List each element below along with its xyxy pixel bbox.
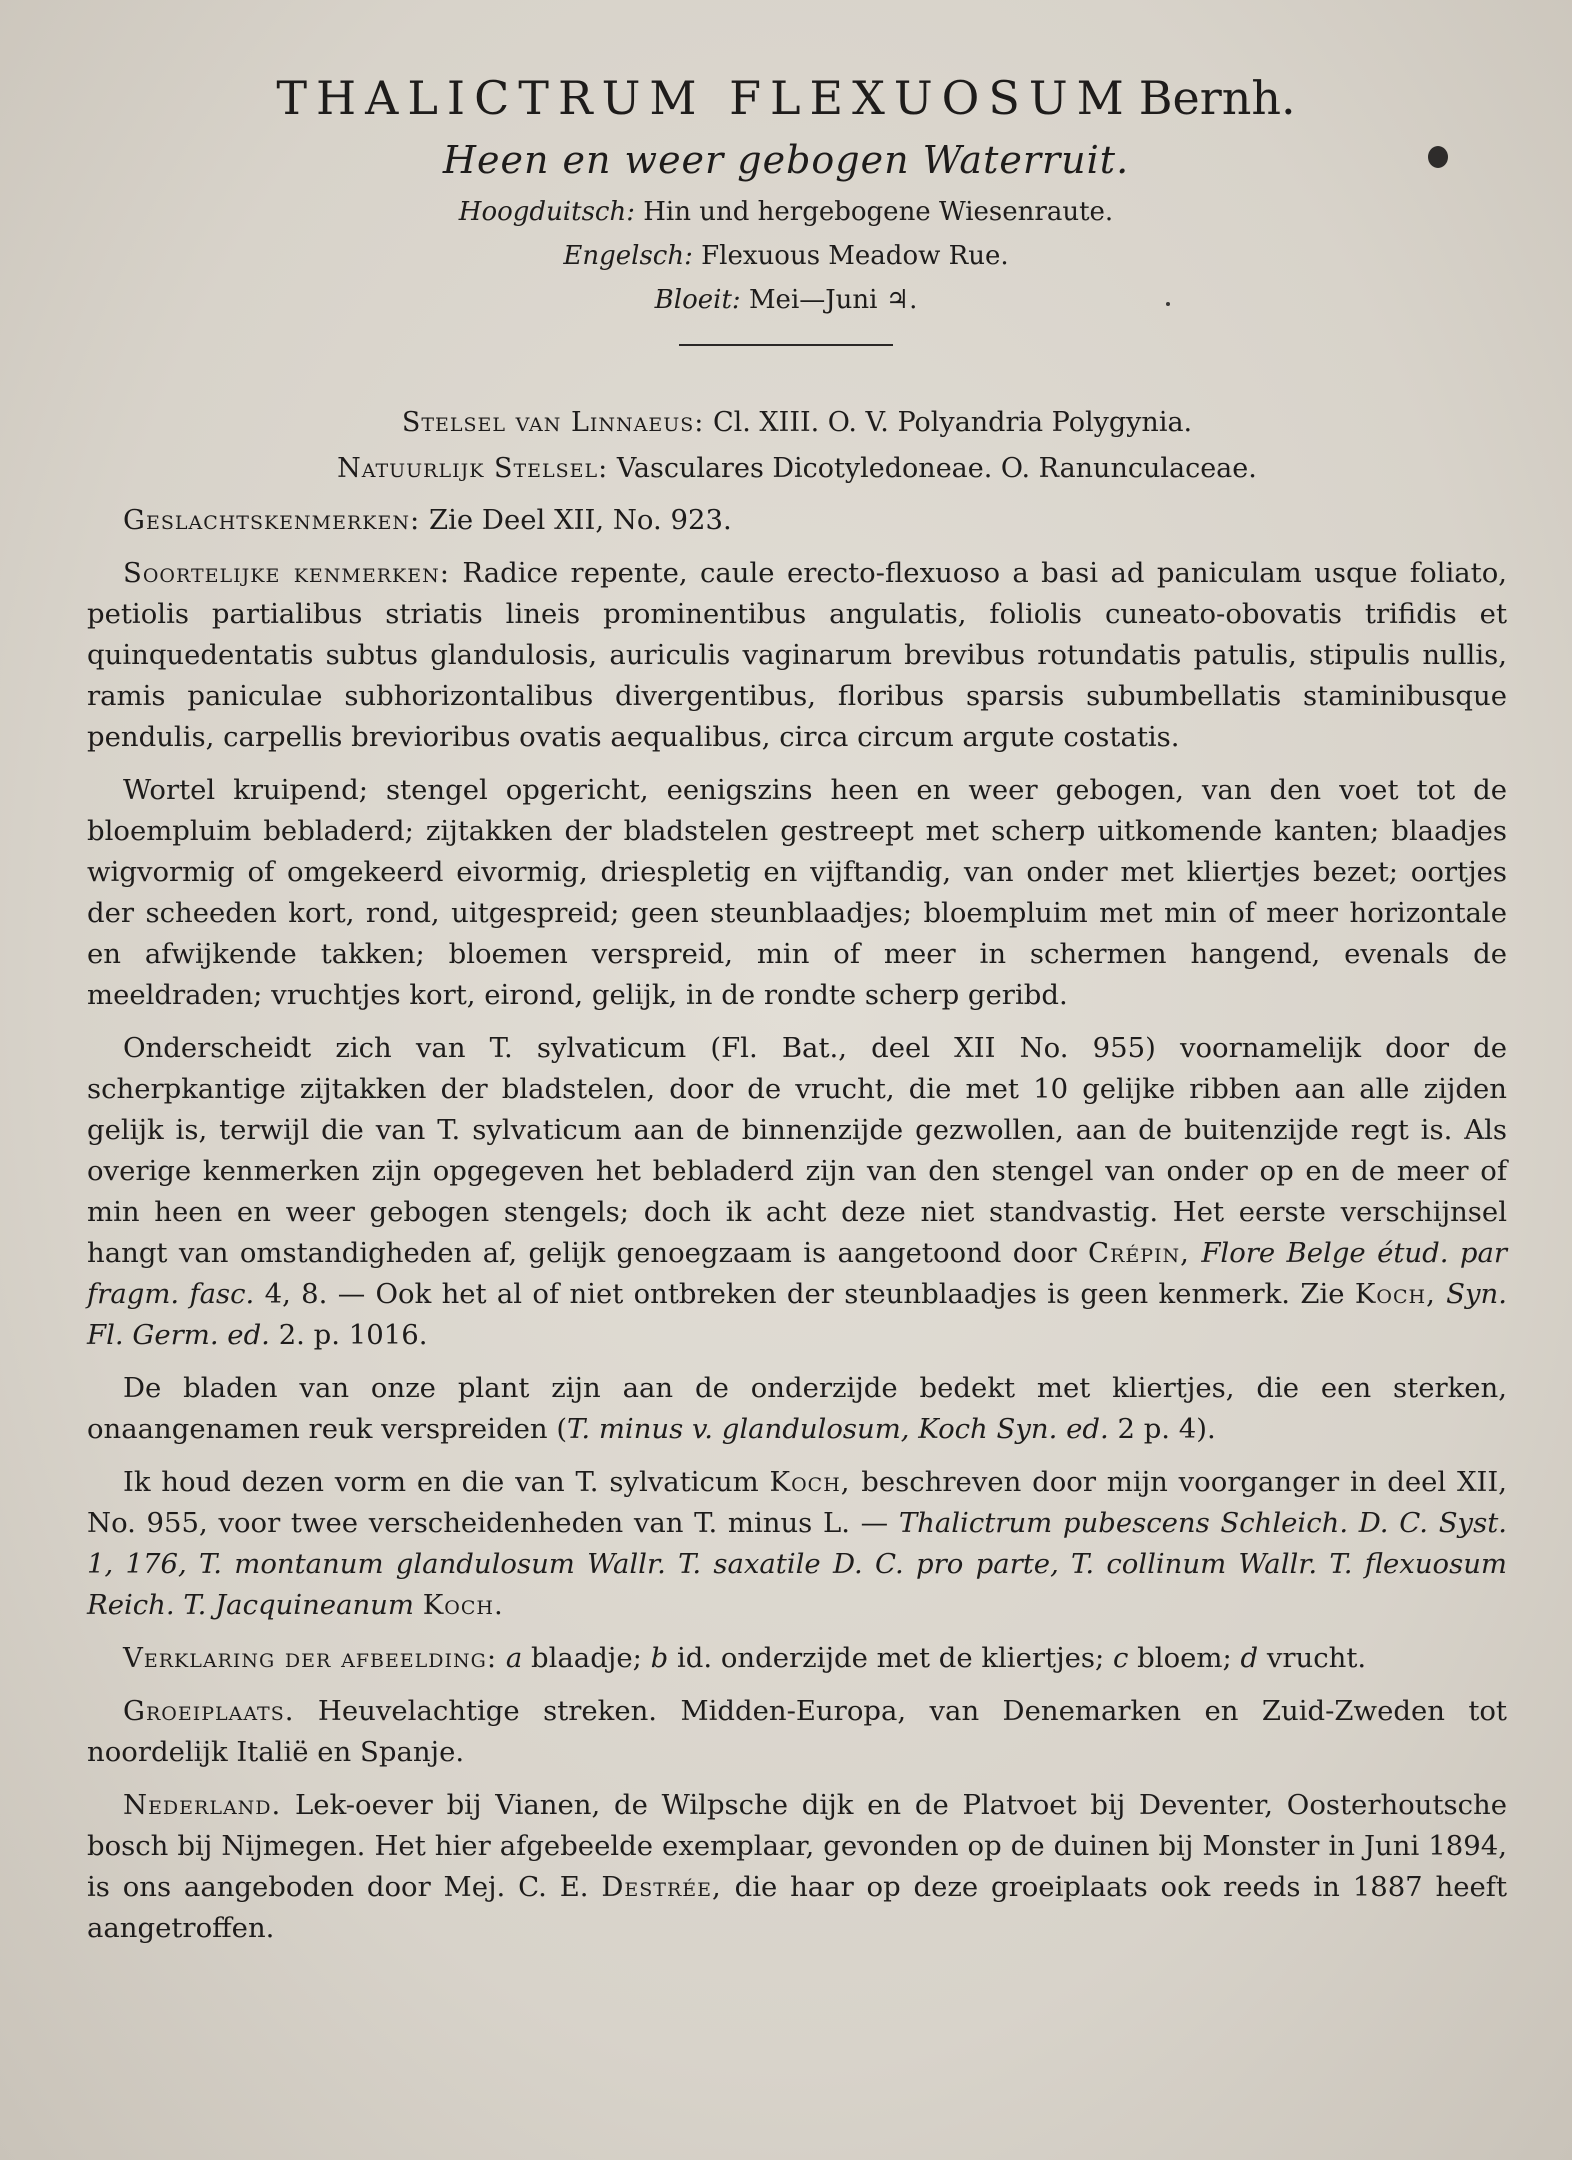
distinction-text-3: 2. p. 1016. xyxy=(278,1319,428,1351)
species-name: THALICTRUM FLEXUOSUM xyxy=(276,71,1133,125)
document-body xyxy=(87,400,1507,1961)
varieties-paragraph xyxy=(87,1462,1507,1626)
figure-letter-d: d xyxy=(1240,1642,1259,1674)
figure-letter-c: c xyxy=(1113,1642,1129,1674)
bloom-label: Bloeit: xyxy=(654,285,741,315)
netherlands-tail: die haar op deze groeiplaats ook reeds in 1887 heeft aangetroffen. xyxy=(87,1871,1507,1944)
distinction-paragraph xyxy=(87,1028,1507,1356)
figure-text-c: bloem; xyxy=(1137,1642,1232,1674)
german-value: Hin und hergebogene Wiesenraute. xyxy=(643,197,1114,227)
species-characters xyxy=(87,553,1507,758)
genus-characters xyxy=(87,500,1507,541)
glands-paragraph xyxy=(87,1368,1507,1450)
german-name-line xyxy=(0,190,1572,234)
glands-reference: T. minus v. glandulosum, Koch Syn. ed. xyxy=(567,1413,1109,1445)
netherlands-text: Lek-oever bij Vianen, de Wilpsche dijk en de Platvoet bij Deventer, Oosterhoutsche bosch bij Nijmegen. Het hier afgebeelde exemplaar, gevonden op de duinen bij Monster in Juni 1894, is ons aangeboden door Mej. C. E. xyxy=(87,1789,1508,1903)
title-divider xyxy=(679,344,893,346)
figure-text-d: vrucht. xyxy=(1266,1642,1367,1674)
header xyxy=(0,66,1572,346)
german-label: Hoogduitsch: xyxy=(458,197,635,227)
author-crepin: Crépin, xyxy=(1088,1237,1190,1269)
genus-value: Zie Deel XII, No. 923. xyxy=(429,504,732,536)
habitat-label: Groeiplaats. xyxy=(123,1695,295,1727)
species-author: Bernh. xyxy=(1138,71,1296,125)
bloom-value: Mei—Juni ♃. xyxy=(748,285,918,315)
bloom-line xyxy=(0,278,1572,322)
natural-label: Natuurlijk Stelsel: xyxy=(337,453,609,484)
netherlands-label: Nederland. xyxy=(123,1789,282,1821)
natural-system xyxy=(87,446,1507,492)
linnaeus-system xyxy=(87,400,1507,446)
netherlands-paragraph xyxy=(87,1785,1507,1949)
figure-letter-b: b xyxy=(650,1642,669,1674)
figure-letter-a: a xyxy=(505,1642,523,1674)
glands-tail: 2 p. 4). xyxy=(1117,1413,1216,1445)
distinction-text-2: 4, 8. — Ook het al of niet ontbreken der steunblaadjes is geen kenmerk. Zie xyxy=(264,1278,1345,1310)
english-name-line xyxy=(0,234,1572,278)
species-characters-text: Radice repente, caule erecto-flexuoso a basi ad paniculam usque foliato, petiolis partialibus striatis lineis prominentibus angulatis, foliolis cuneato-obovatis trifidis et quinquedentatis subtus glandulosis, auriculis vaginarum brevibus rotundatis patulis, stipulis nullis, ramis paniculae subhorizontalibus divergentibus, floribus sparsis subumbellatis staminibusque pendulis, carpellis brevioribus ovatis aequalibus, circa circum argute costatis. xyxy=(87,557,1507,753)
species-characters-label: Soortelijke kenmerken: xyxy=(123,557,450,589)
species-title xyxy=(0,66,1572,130)
author-koch-3: Koch. xyxy=(422,1589,504,1621)
koch-reference: Syn. Fl. Germ. ed. xyxy=(87,1278,1507,1351)
figure-text-a: blaadje; xyxy=(531,1642,642,1674)
collector-destree: Destrée, xyxy=(601,1871,722,1903)
varieties-text-1: Ik houd dezen vorm en die van T. sylvaticum xyxy=(123,1466,759,1498)
dutch-name: Heen en weer gebogen Waterruit. xyxy=(442,138,1130,182)
linnaeus-value: Cl. XIII. O. V. Polyandria Polygynia. xyxy=(712,407,1193,438)
distinction-text-1: Onderscheidt zich van T. sylvaticum (Fl. Bat., deel XII No. 955) voornamelijk door de scherpkantige zijtakken der bladstelen, door de vrucht, die met 10 gelijke ribben aan alle zijden gelijk is, terwijl die van T. sylvaticum aan de binnenzijde gezwollen, aan de buitenzijde regt is. Als overige kenmerken zijn opgegeven het bebladerd zijn van den stengel van onder op en de meer of min heen en weer gebogen stengels; doch ik acht deze niet standvastig. Het eerste verschijnsel hangt van omstandigheden af, gelijk genoegzaam is aangetoond door xyxy=(87,1032,1507,1269)
dutch-description: Wortel kruipend; stengel opgericht, eenigszins heen en weer gebogen, van den voet tot de bloempluim bebladerd; zijtakken der bladstelen gestreept met scherp uitkomende kanten; blaadjes wigvormig of omgekeerd eivormig, driespletig en vijftandig, van onder met kliertjes bezet; oortjes der scheeden kort, rond, uitgespreid; geen steunblaadjes; bloempluim met min of meer horizontale en afwijkende takken; bloemen verspreid, min of meer in schermen hangend, evenals de meeldraden; vruchtjes kort, eirond, gelijk, in de rondte scherp geribd. xyxy=(87,774,1507,1011)
synonyms-list: Thalictrum pubescens Schleich. D. C. Syst. 1, 176, T. montanum glandulosum Wallr. T. saxatile D. C. pro parte, T. collinum Wallr. T. flexuosum Reich. T. Jacquineanum xyxy=(87,1507,1507,1621)
glands-text: De bladen van onze plant zijn aan de onderzijde bedekt met kliertjes, die een sterken, onaangenamen reuk verspreiden ( xyxy=(87,1372,1507,1445)
crepin-reference: Flore Belge étud. par fragm. fasc. xyxy=(87,1237,1507,1310)
varieties-text-2: beschreven door mijn voorganger in deel XII, No. 955, voor twee verscheidenheden van T. minus L. — xyxy=(87,1466,1507,1539)
english-label: Engelsch: xyxy=(563,241,693,271)
genus-label: Geslachtskenmerken: xyxy=(123,504,421,536)
figure-text-b: id. onderzijde met de kliertjes; xyxy=(676,1642,1105,1674)
author-koch-2: Koch, xyxy=(769,1466,851,1498)
habitat-paragraph xyxy=(87,1691,1507,1773)
linnaeus-label: Stelsel van Linnaeus: xyxy=(401,407,705,438)
figure-explanation xyxy=(87,1638,1507,1679)
figure-explanation-label: Verklaring der afbeelding: xyxy=(123,1642,498,1674)
habitat-text: Heuvelachtige streken. Midden-Europa, van Denemarken en Zuid-Zweden tot noordelijk Italië en Spanje. xyxy=(87,1695,1507,1768)
english-value: Flexuous Meadow Rue. xyxy=(701,241,1009,271)
author-koch: Koch, xyxy=(1354,1278,1436,1310)
natural-value: Vasculares Dicotyledoneae. O. Ranunculaceae. xyxy=(616,453,1257,484)
